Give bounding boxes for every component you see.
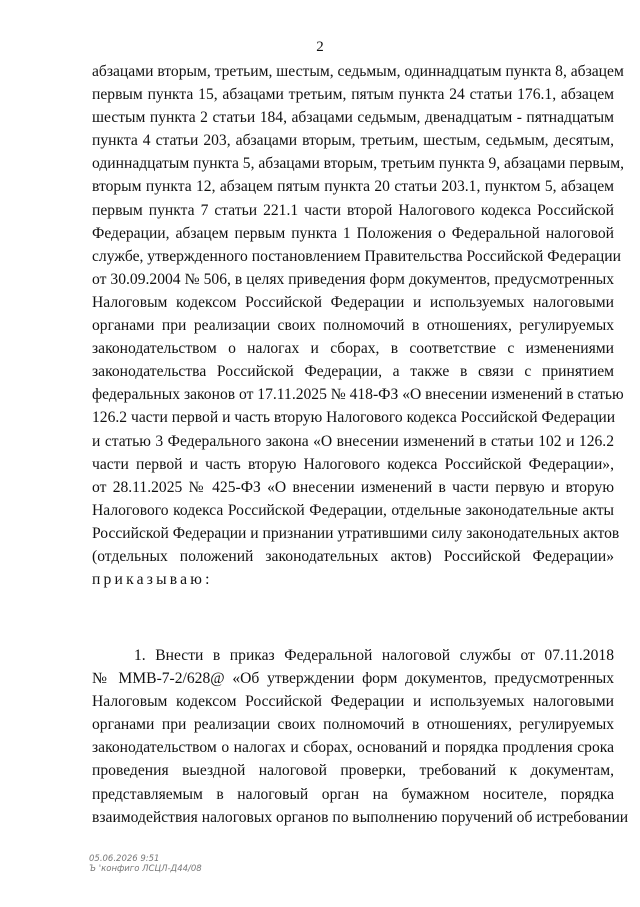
text-line: первым пункта 7 статьи 221.1 части второй Налогового кодекса Российской xyxy=(92,201,614,219)
text-line: от 28.11.2025 № 425-ФЗ «О внесении изменений в части первую и вторую xyxy=(92,478,614,496)
footer-timestamp: 05.06.2026 9:51 xyxy=(89,854,160,864)
text-line: шестым пункта 2 статьи 184, абзацами седьмым, двенадцатым - пятнадцатым xyxy=(92,109,614,127)
text-line: законодательства Российской Федерации, а также в связи с принятием xyxy=(92,363,614,381)
text-line: Налогового кодекса Российской Федерации, отдельные законодательные акты xyxy=(92,501,614,519)
text-line: 1. Внести в приказ Федеральной налоговой службы от 07.11.2018 xyxy=(134,647,614,664)
text-line: федеральных законов от 17.11.2025 № 418-ФЗ «О внесении изменений в статью xyxy=(92,386,624,404)
page-number: 2 xyxy=(316,39,324,55)
text-line: № ММВ-7-2/628@ «Об утверждении форм документов, предусмотренных xyxy=(92,670,614,688)
text-line: органами при реализации своих полномочий в отношениях, регулируемых xyxy=(92,716,614,734)
order-word: приказываю: xyxy=(92,571,213,589)
text-line: службе, утвержденного постановлением Правительства Российской Федерации xyxy=(92,247,621,265)
text-line: взаимодействия налоговых органов по выполнению поручений об истребовании xyxy=(92,808,629,826)
text-line: абзацами вторым, третьим, шестым, седьмым, одиннадцатым пункта 8, абзацем xyxy=(92,63,624,80)
text-line: пункта 4 статьи 203, абзацами вторым, третьим, шестым, седьмым, десятым, xyxy=(92,132,614,150)
text-line: Федерации, абзацем первым пункта 1 Положения о Федеральной налоговой xyxy=(92,224,614,242)
text-line: и статью 3 Федерального закона «О внесении изменений в статьи 102 и 126.2 xyxy=(92,432,614,450)
text-line: 126.2 части первой и часть вторую Налогового кодекса Российской Федерации xyxy=(92,409,616,427)
text-line: представляемым в налоговый орган на бумажном носителе, порядка xyxy=(92,785,614,803)
text-line: Налоговым кодексом Российской Федерации и используемых налоговыми xyxy=(92,293,614,311)
text-line: от 30.09.2004 № 506, в целях приведения форм документов, предусмотренных xyxy=(92,270,614,288)
text-line: органами при реализации своих полномочий в отношениях, регулируемых xyxy=(92,317,614,335)
text-line: законодательством о налогах и сборах, в соответствие с изменениями xyxy=(92,340,614,358)
document-footer-stamp xyxy=(89,854,202,874)
text-line: Российской Федерации и признании утратившими силу законодательных актов xyxy=(92,524,620,542)
paragraph-item-1 xyxy=(92,644,629,829)
text-line: законодательством о налогах и сборах, оснований и порядка продления срока xyxy=(92,739,614,757)
text-line: одиннадцатым пункта 5, абзацами вторым, третьим пункта 9, абзацами первым, xyxy=(92,155,625,173)
text-line: проведения выездной налоговой проверки, требований к документам, xyxy=(92,762,614,780)
text-line: вторым пункта 12, абзацем пятым пункта 20 статьи 203.1, пунктом 5, абзацем xyxy=(92,178,614,196)
paragraph-preamble xyxy=(92,60,625,591)
text-line: (отдельных положений законодательных актов) Российской Федерации» xyxy=(92,547,614,565)
text-line: первым пункта 15, абзацами третьим, пятым пункта 24 статьи 176.1, абзацем xyxy=(92,86,614,104)
footer-code: Ъ 'конфиго ЛСЦЛ-Д44/08 xyxy=(89,864,202,874)
text-line: части первой и часть вторую Налогового кодекса Российской Федерации», xyxy=(92,455,614,473)
text-line: Налоговым кодексом Российской Федерации и используемых налоговыми xyxy=(92,693,614,711)
